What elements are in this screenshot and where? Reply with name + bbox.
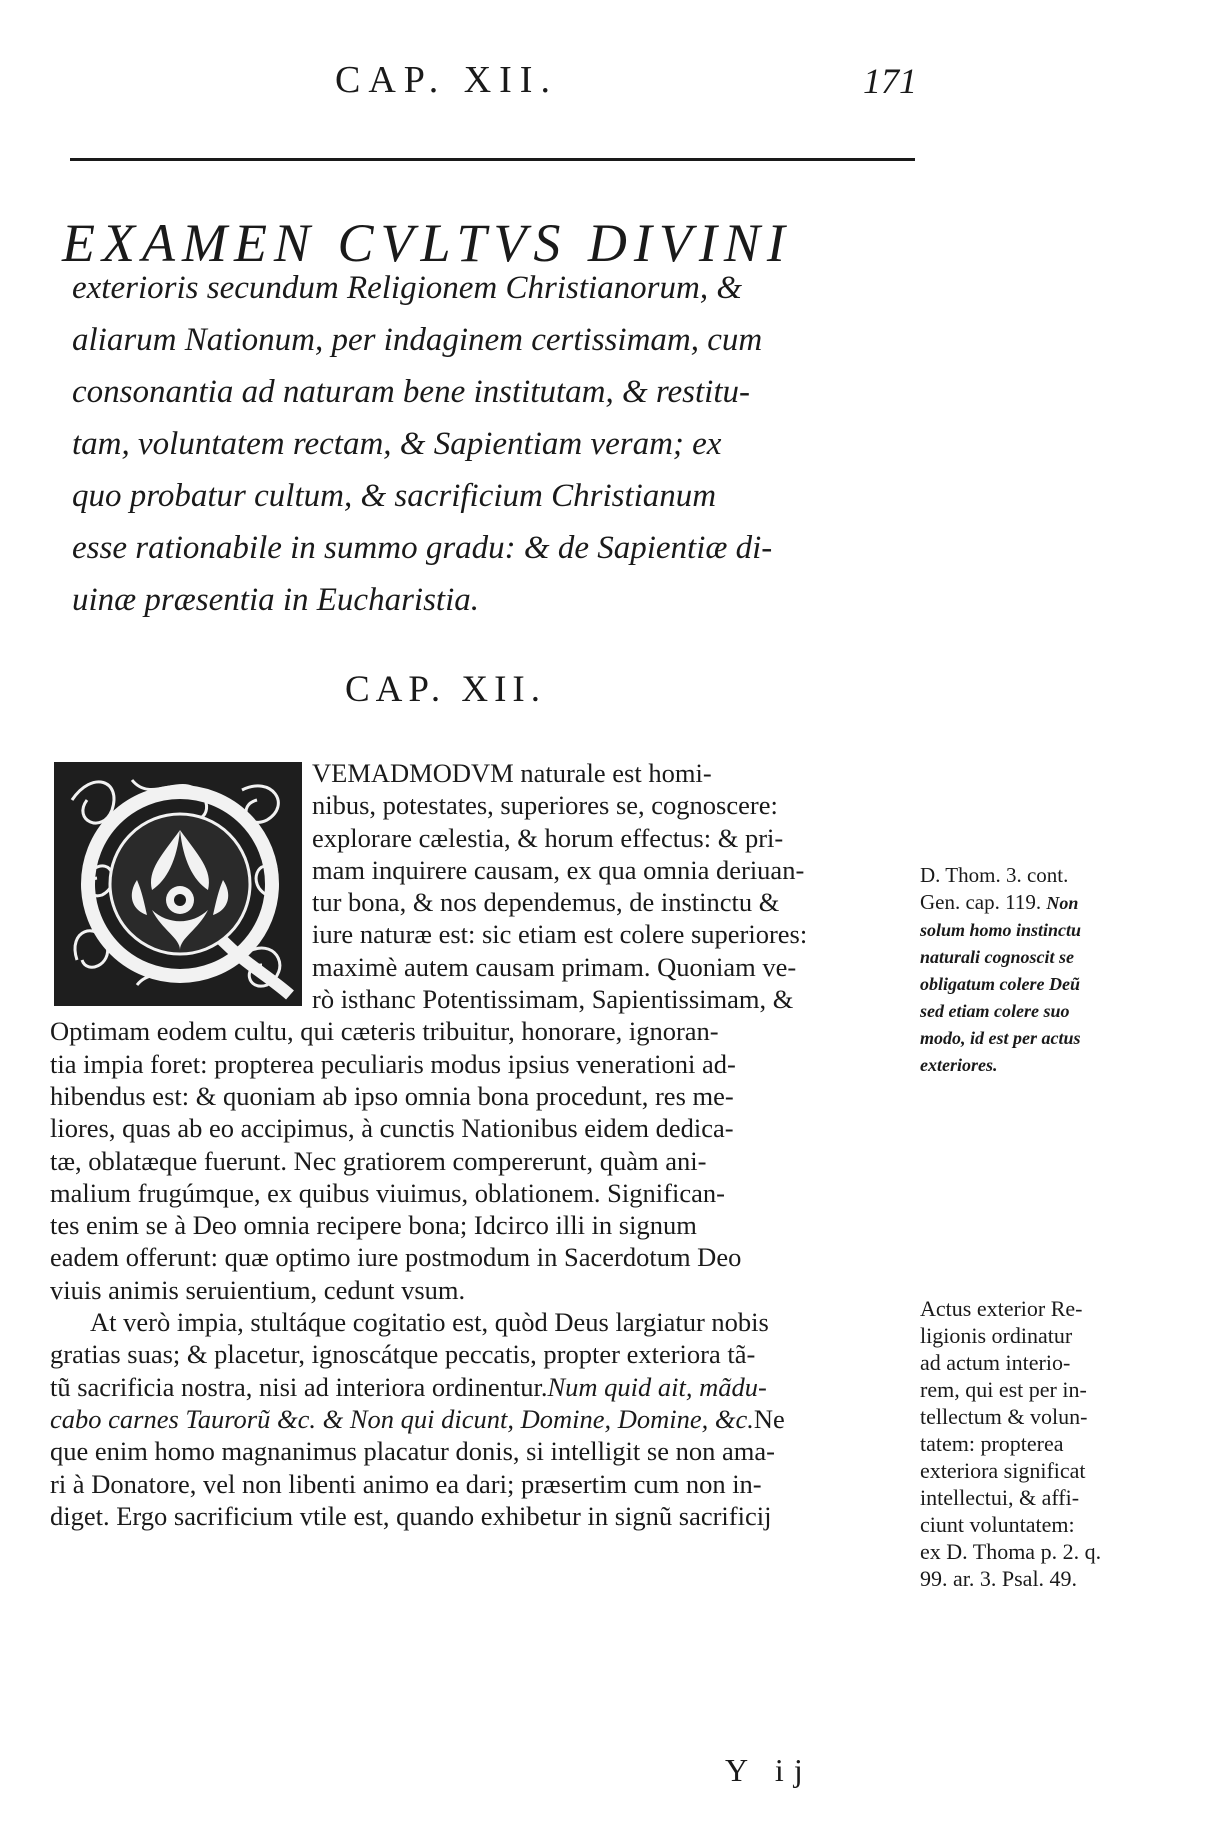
body-line <box>50 1371 910 1403</box>
chapter-heading: CAP. XII. <box>345 669 546 710</box>
margin-line: tatem: propterea <box>920 1431 1064 1456</box>
body-line: mam inquirere causam, ex qua omnia deriuan- <box>312 854 805 885</box>
body-line: ri à Donatore, vel non libenti animo ea dari; præsertim cum non in- <box>50 1468 762 1499</box>
body-line: hibendus est: & quoniam ab ipso omnia bona procedunt, res me- <box>50 1080 734 1111</box>
margin-line: modo, id est per actus <box>920 1028 1081 1048</box>
subtitle-line: uinæ præsentia in Eucharistia. <box>72 582 480 618</box>
body-line: At verò impia, stultáque cogitatio est, quòd Deus largiatur nobis <box>90 1307 769 1338</box>
body-line: rò isthanc Potentissimam, Sapientissimam, & <box>312 984 794 1015</box>
section-subtitle <box>72 262 922 626</box>
margin-line: Actus exterior Re- <box>920 1296 1083 1321</box>
margin-line: tellectum & volun- <box>920 1404 1088 1429</box>
body-line: maximè autem causam primam. Quoniam ve- <box>312 951 797 982</box>
body-line: explorare cælestia, & horum effectus: & pri- <box>312 822 784 853</box>
margin-line: ad actum interio- <box>920 1350 1071 1375</box>
body-line: tæ, oblatæque fuerunt. Nec gratiorem compererunt, quàm ani- <box>50 1145 707 1176</box>
margin-line <box>920 889 1170 917</box>
margin-line: solum homo instinctu <box>920 920 1082 940</box>
margin-line-segment: Non <box>1046 893 1079 913</box>
body-line: malium frugúmque, ex quibus viuimus, oblationem. Significan- <box>50 1177 725 1208</box>
margin-line: ligionis ordinatur <box>920 1323 1073 1348</box>
running-title: CAP. XII. <box>335 59 558 101</box>
subtitle-line: consonantia ad naturam bene institutam, & restitu- <box>72 374 750 410</box>
margin-line: exteriora significat <box>920 1458 1086 1483</box>
body-line: tia impia foret: propterea peculiaris modus ipsius venerationi ad- <box>50 1048 736 1079</box>
body-line-segment: Ne <box>753 1403 785 1434</box>
margin-line-segment: Gen. cap. 119. <box>920 890 1042 914</box>
running-head <box>0 58 1223 108</box>
body-line-segment: tũ sacrificia nostra, nisi ad interiora ordinentur. <box>50 1371 548 1402</box>
margin-note-thomas <box>920 862 1170 1079</box>
body-line: nibus, potestates, superiores se, cognoscere: <box>312 790 778 821</box>
subtitle-line: quo probatur cultum, & sacrificium Christianum <box>72 478 717 514</box>
margin-line: sed etiam colere suo <box>920 1001 1070 1021</box>
body-line: que enim homo magnanimus placatur donis, si intelligit se non ama- <box>50 1436 775 1467</box>
margin-note-actus <box>920 1295 1170 1592</box>
body-line: Optimam eodem cultu, qui cæteris tribuitur, honorare, ignoran- <box>50 1016 719 1047</box>
page-number: 171 <box>863 61 917 101</box>
body-line <box>50 1403 910 1435</box>
body-line: gratias suas; & placetur, ignoscátque peccatis, propter exteriora tã- <box>50 1339 756 1370</box>
body-line: tur bona, & nos dependemus, de instinctu & <box>312 887 780 918</box>
subtitle-line: esse rationabile in summo gradu: & de Sapientiæ di- <box>72 530 773 566</box>
body-line: viuis animis seruientium, cedunt vsum. <box>50 1274 466 1305</box>
subtitle-line: exterioris secundum Religionem Christianorum, & <box>72 270 743 306</box>
margin-line: ciunt voluntatem: <box>920 1512 1075 1537</box>
body-text <box>50 757 910 1532</box>
margin-line: naturali cognoscit se <box>920 947 1075 967</box>
subtitle-line: tam, voluntatem rectam, & Sapientiam veram; ex <box>72 426 722 462</box>
body-line: VEMADMODVM naturale est homi- <box>312 758 712 788</box>
scripture-quote: Num quid ait, mãdu- <box>547 1371 767 1402</box>
body-line: tes enim se à Deo omnia recipere bona; Idcirco illi in signum <box>50 1210 697 1241</box>
signature-mark: Y ij <box>725 1752 813 1788</box>
body-line: diget. Ergo sacrificium vtile est, quando exhibetur in signũ sacrificij <box>50 1500 772 1531</box>
header-rule <box>70 158 915 161</box>
margin-line: rem, qui est per in- <box>920 1377 1087 1402</box>
body-line: eadem offerunt: quæ optimo iure postmodum in Sacerdotum Deo <box>50 1242 742 1273</box>
body-line: iure naturæ est: sic etiam est colere superiores: <box>312 919 808 950</box>
margin-line: ex D. Thoma p. 2. q. <box>920 1539 1102 1564</box>
margin-line: obligatum colere Deũ <box>920 974 1080 994</box>
body-line: liores, quas ab eo accipimus, à cunctis Nationibus eidem dedica- <box>50 1113 734 1144</box>
margin-line: D. Thom. 3. cont. <box>920 863 1069 887</box>
section-title: EXAMEN CVLTVS DIVINI <box>62 213 792 273</box>
subtitle-line: aliarum Nationum, per indaginem certissimam, cum <box>72 322 763 358</box>
margin-line: exteriores. <box>920 1055 998 1075</box>
margin-line: intellectui, & affi- <box>920 1485 1080 1510</box>
margin-line: 99. ar. 3. Psal. 49. <box>920 1566 1078 1591</box>
scripture-quote: cabo carnes Taurorũ &c. & Non qui dicunt, Domine, Domine, &c. <box>50 1403 754 1434</box>
